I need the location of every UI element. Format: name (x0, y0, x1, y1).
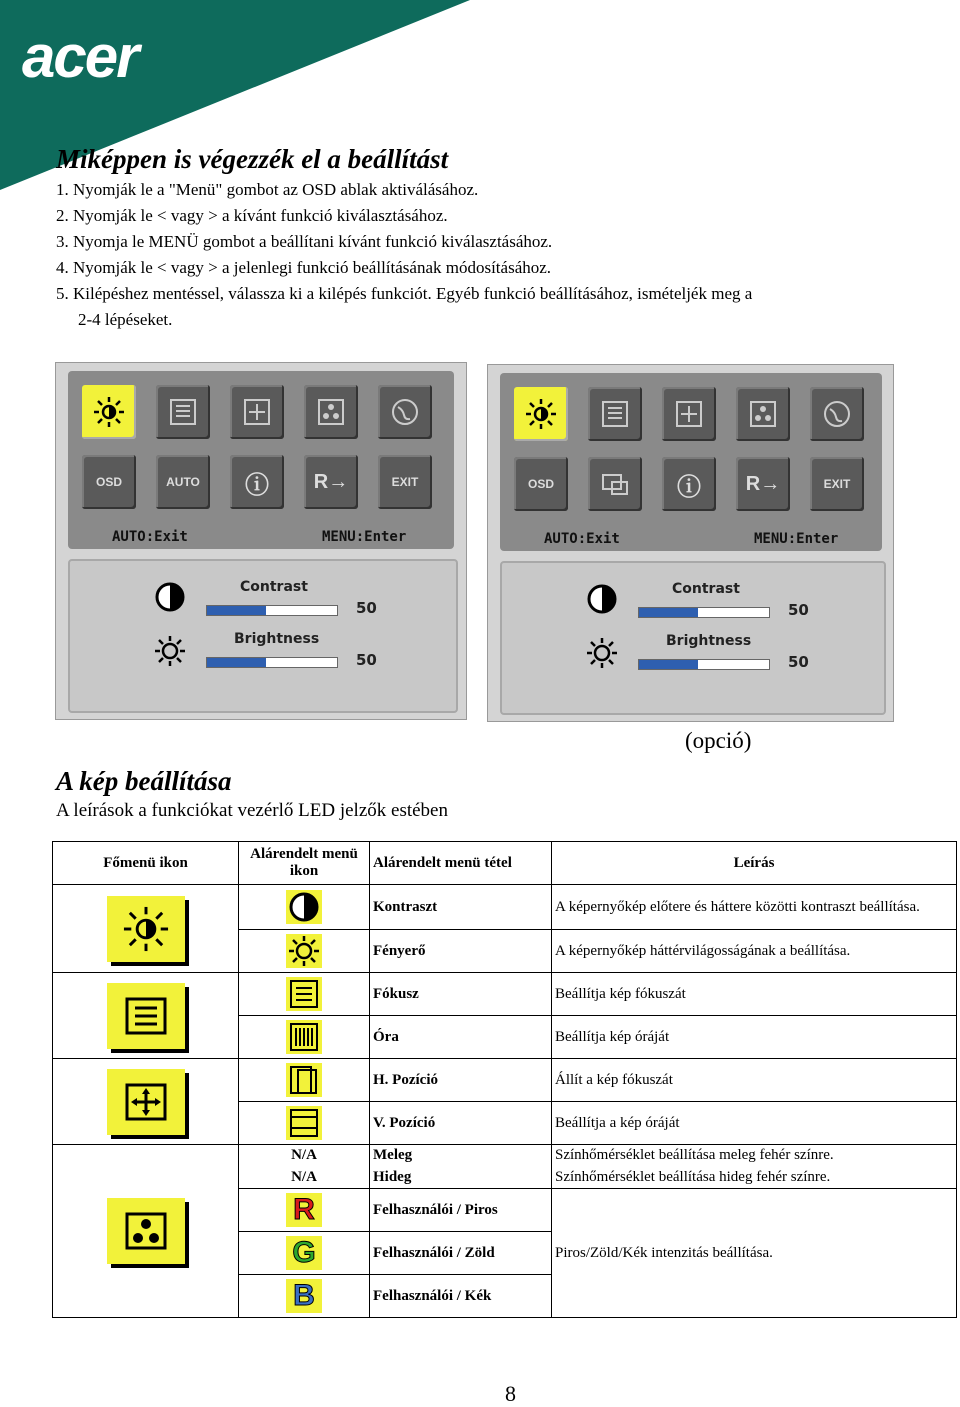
desc-focus: Beállítja kép fókuszát (552, 973, 957, 1016)
osd-screenshot-right (487, 364, 894, 722)
table-row (53, 1145, 957, 1167)
item-user-blue: Felhasználói / Kék (370, 1275, 552, 1318)
desc-cool: Színhőmérséklet beállítása hideg fehér színre. (552, 1167, 957, 1189)
contrast-icon (286, 890, 322, 924)
step-1: 1. Nyomják le a "Menü" gombot az OSD ablak aktiválásához. (56, 180, 479, 199)
desc-user-rgb: Piros/Zöld/Kék intenzitás beállítása. (552, 1189, 957, 1318)
function-table (52, 841, 957, 1318)
item-user-green: Felhasználói / Zöld (370, 1232, 552, 1275)
position-main-icon (107, 1069, 185, 1135)
info-icon: ⓘ (230, 455, 284, 509)
osd-icon: OSD (514, 457, 568, 511)
wide-icon (588, 457, 642, 511)
auto-hint: AUTO:Exit (544, 531, 620, 547)
na-cool: N/A (239, 1167, 370, 1189)
desc-brightness: A képernyőkép háttérvilágosságának a beállítása. (552, 930, 957, 973)
table-row (53, 973, 957, 1016)
brightness-icon (286, 934, 322, 968)
item-focus: Fókusz (370, 973, 552, 1016)
position-icon (230, 385, 284, 439)
option-label: (opció) (685, 728, 752, 753)
contrast-icon (586, 583, 618, 615)
item-h-position: H. Pozíció (370, 1059, 552, 1102)
color-icon (304, 385, 358, 439)
menu-hint: MENU:Enter (754, 531, 839, 547)
brightness-small-icon (586, 637, 618, 669)
header-description: Leírás (552, 842, 957, 885)
user-green-icon: G (286, 1236, 322, 1270)
brightness-value: 50 (788, 653, 809, 671)
auto-icon: AUTO (156, 455, 210, 509)
language-icon (810, 387, 864, 441)
osd-menu-panel (68, 371, 454, 549)
focus-main-icon (107, 983, 185, 1049)
item-contrast: Kontraszt (370, 885, 552, 930)
osd-icon: OSD (82, 455, 136, 509)
osd-menu-panel (500, 373, 882, 551)
na-warm: N/A (239, 1145, 370, 1167)
brightness-small-icon (154, 635, 186, 667)
desc-warm: Színhőmérséklet beállítása meleg fehér színre. (552, 1145, 957, 1167)
brightness-icon (82, 385, 136, 439)
clock-icon (286, 1020, 322, 1054)
table-row (53, 885, 957, 930)
contrast-value: 50 (788, 601, 809, 619)
color-icon (736, 387, 790, 441)
brightness-icon (514, 387, 568, 441)
contrast-slider[interactable] (638, 607, 770, 618)
osd-screenshot-left (55, 362, 467, 720)
step-4: 4. Nyomják le < vagy > a jelenlegi funkció beállításának módosításához. (56, 258, 552, 277)
section-title-picture: A kép beállítása (56, 766, 232, 796)
item-brightness: Fényerő (370, 930, 552, 973)
user-blue-icon: B (286, 1279, 322, 1313)
brightness-value: 50 (356, 651, 377, 669)
v-position-icon (286, 1106, 322, 1140)
focus-icon (588, 387, 642, 441)
brightness-slider[interactable] (638, 659, 770, 670)
step-3: 3. Nyomja le MENÜ gombot a beállítani kívánt funkció kiválasztásához. (56, 232, 553, 251)
color-main-icon (107, 1198, 185, 1264)
menu-hint: MENU:Enter (322, 529, 407, 545)
osd-adjust-panel (500, 561, 886, 715)
step-5-cont: 2-4 lépéseket. (78, 310, 173, 329)
brightness-label: Brightness (666, 633, 752, 649)
setup-steps (56, 177, 956, 333)
table-header-row (53, 842, 957, 885)
input-icon: R→ (304, 455, 358, 509)
page-number: 8 (505, 1381, 516, 1406)
user-red-icon: R (286, 1193, 322, 1227)
h-position-icon (286, 1063, 322, 1097)
exit-icon: EXIT (810, 457, 864, 511)
table-row (53, 1059, 957, 1102)
input-icon: R→ (736, 457, 790, 511)
info-icon: ⓘ (662, 457, 716, 511)
brightness-slider[interactable] (206, 657, 338, 668)
header-main-icon: Főmenü ikon (53, 842, 239, 885)
desc-h-position: Állít a kép fókuszát (552, 1059, 957, 1102)
step-5: 5. Kilépéshez mentéssel, válassza ki a kilépés funkciót. Egyéb funkció beállításához, ismételjék meg a (56, 284, 753, 303)
desc-clock: Beállítja kép óráját (552, 1016, 957, 1059)
brightness-label: Brightness (234, 631, 320, 647)
brightness-main-icon (107, 896, 185, 962)
section-title-setup: Miképpen is végezzék el a beállítást (56, 144, 449, 174)
contrast-value: 50 (356, 599, 377, 617)
auto-hint: AUTO:Exit (112, 529, 188, 545)
acer-logo: acer (22, 23, 138, 90)
osd-adjust-panel (68, 559, 458, 713)
exit-icon: EXIT (378, 455, 432, 509)
language-icon (378, 385, 432, 439)
item-v-position: V. Pozíció (370, 1102, 552, 1145)
main-icon-cell (53, 885, 239, 973)
item-user-red: Felhasználói / Piros (370, 1189, 552, 1232)
position-icon (662, 387, 716, 441)
item-cool: Hideg (370, 1167, 552, 1189)
header-sub-item: Alárendelt menü tétel (370, 842, 552, 885)
focus-icon (286, 977, 322, 1011)
contrast-label: Contrast (672, 581, 740, 597)
section-subtitle: A leírások a funkciókat vezérlő LED jelzők estében (56, 800, 448, 821)
focus-icon (156, 385, 210, 439)
contrast-label: Contrast (240, 579, 308, 595)
desc-v-position: Beállítja a kép óráját (552, 1102, 957, 1145)
desc-contrast: A képernyőkép előtere és háttere közötti kontraszt beállítása. (552, 885, 957, 930)
header-sub-icon: Alárendelt menü ikon (239, 842, 370, 885)
item-warm: Meleg (370, 1145, 552, 1167)
contrast-slider[interactable] (206, 605, 338, 616)
step-2: 2. Nyomják le < vagy > a kívánt funkció kiválasztásához. (56, 206, 448, 225)
item-clock: Óra (370, 1016, 552, 1059)
contrast-icon (154, 581, 186, 613)
